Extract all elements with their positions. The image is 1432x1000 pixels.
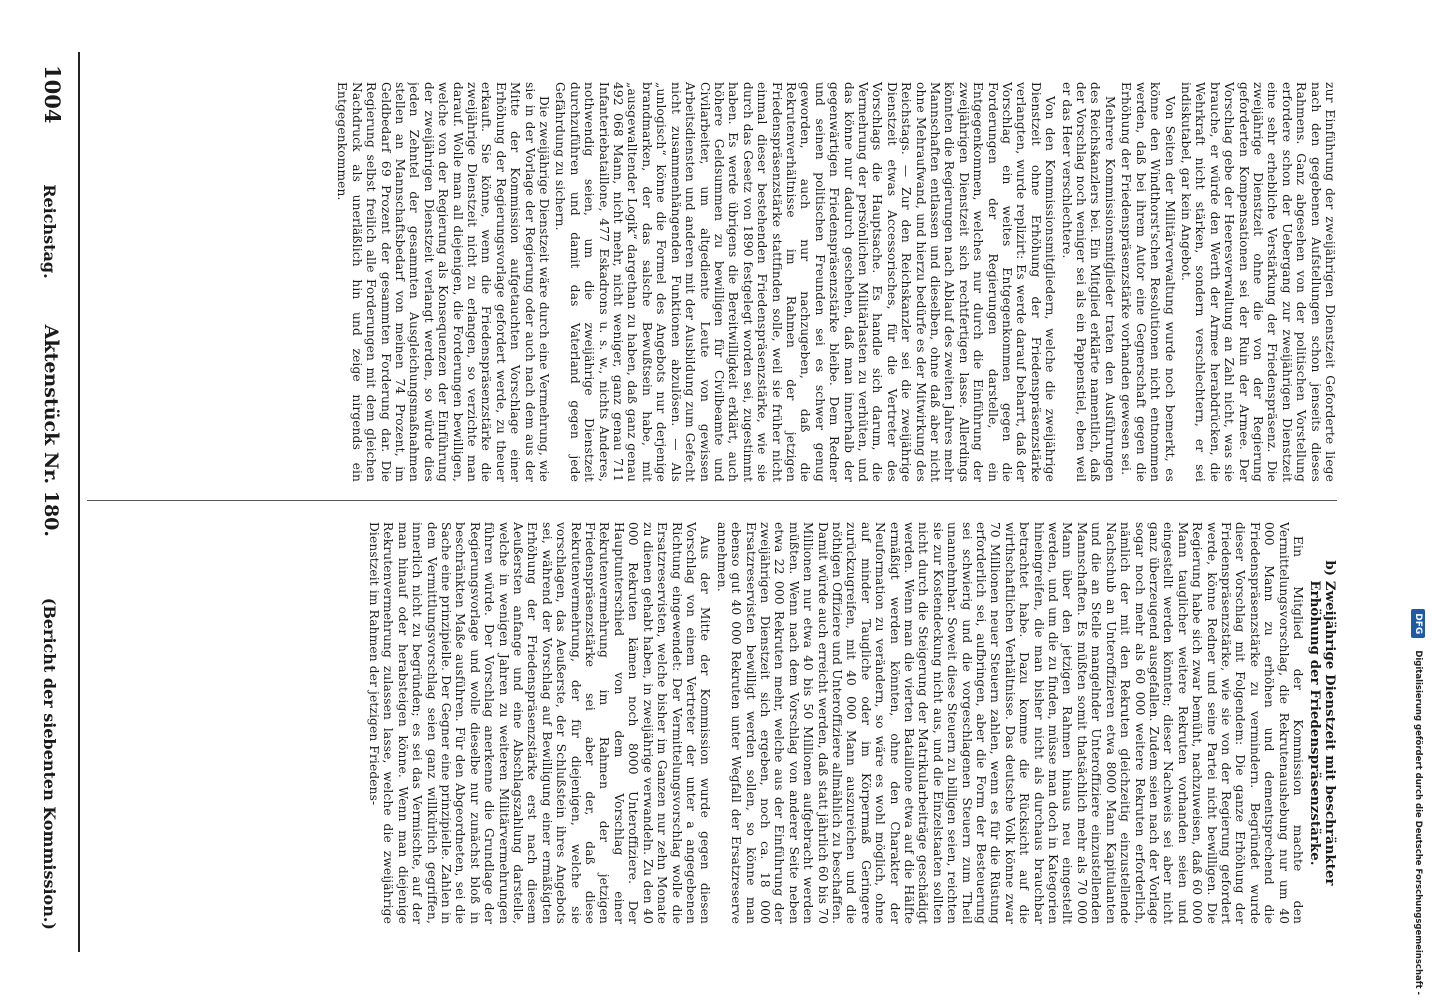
header-rule bbox=[78, 52, 80, 952]
parliament-label: Reichstag. bbox=[40, 184, 59, 279]
digitization-credit bbox=[1408, 5, 1428, 995]
credit-text: Digitalisierung gefördert durch die Deutsche Forschungsgemeinschaft - bbox=[1413, 650, 1423, 995]
paragraph: Von den Kommissionsmitgliedern, welche die zweijährige Dienstzeit ohne Erhöhung der Friedenspräsenzstärke verlangten, wurde replizirt: Es werde darauf beharrt, daß der Vorschlag ein weites Entgegenkommen gegen die Forderungen der Regierungen darstelle, ein Entgegenkommen, welches nur durch die Einführung der zweijährigen Dienstzeit sich rechtfertigen lasse. Allerdings könnten die Regierungen nach Ablauf des zweiten Jahres mehr Mannschaften entlassen und dieselben, ohne daß aber nicht ohne Mehraufwand, und hierzu bedürfe es der Mitwirkung des Reichstags. — Zur den Reichskanzler sei die zweijährige Dienstzeit etwas Accessorisches, für die Vertreter des Vorschlags die Hauptsache. Es handle sich darum, die Vermehrung der persönlichen Militärlasten zu verhüten, und das könne nur dadurch geschehen, daß man innerhalb der gegenwärtigen Friedenspräsenzstärke bleibe. Dem Redner und seinen politischen Freunden sei es schwer genug geworden, auch nur nachzugeben, daß die Rekrutenverhältnisse im Rahmen der jetzigen Friedenspräsenzstärke stattfinden solle, weil sie früher nicht einmal dieser bestehenden Friedenspräsenzstärke, wie sie durch das Gesetz von 1890 festgelegt worden sei, zugestimmt haben. Es werde übrigens die Bereitwilligkeit erklärt, auch höhere Geldsummen zu bewilligen für Civilbeamte und Civilarbeiter, um altgediente Leute von gewissen Arbeitsdiensten und anderen mit der Ausbildung zum Gefecht nicht zusammenhängenden Funktionen abzulösen. — Als „unlogisch“ könne die Formel des Angebots nur derjenige brandmarken, der das salsche Bewußtsein habe, mit „ausgewalltender Logik“ dargethan zu haben, daß ganz genau 492 068 Mann, nicht mehr, nicht weniger, ganz genau 711 Infanteriebataillone, 477 Eskadrons u. s. w., nichts Anderes, nothwendig seien, um die zweijährige Dienstzeit durchzuführen und damit das Vaterland gegen jede Gefährdung zu sichern. bbox=[553, 82, 1058, 482]
dfg-logo: DFG bbox=[1411, 609, 1425, 638]
page-number: 1004 bbox=[40, 65, 65, 124]
paragraph: Aus der Mitte der Kommission wurde gegen diesen Vorschlag von einem Vertreter der unter a angegebenen Richtung eingewendet: Der Vermittelungsvorschlag wolle die Ersatzreservisten, welche bisher im Ganzen nur zehn Monate zu dienen gehabt haben, in zweijährige verwandeln. Zu den 40 000 Rekruten kämen noch 8000 Unteroffiziere. Der Hauptunterschied von dem Vorschlag einer Rekrutenvermehrung im Rahmen der jetzigen Friedenspräsenzstärke sei aber der, daß diese Rekrutenvermehrung, der für diejenigen, welche sie vorschlagen, das Aeußerste, der Schlußstein ihres Angebots sei, während der Vorschlag auf Bewilligung einer ermäßigten Erhöhung der Friedenspräsenzstärke erst nach diesem Aeußersten anfange und eine Abschlagszahlung darstelle, welche in wenigen Jahren zu weiteren Militärvermehrungen führen würde. Der Vorschlag anerkenne die Grundlage der Regierungsvorlage und wolle dieselbe nur zunächst bloß in beschränkten Maße ausführen. Für den Abgeordneten, sei die Sache eine prinzipielle. Der Gegner eine prinzipielle. Zahlen in dem Vermittlungsvorschlag seien ganz willkürlich gegriffen, innerlich nicht zu begründen; es sei das Vermischte, auf der man hinauf oder herabsteigen könne. Wenn man diejenige Rekrutenvermehrung zulassen lasse, welche die zweijährige Dienstzeit im Rahmen der jetzigen Friedens- bbox=[367, 522, 713, 924]
column-divider bbox=[87, 500, 1337, 501]
report-label: (Bericht der siebenten Kommission.) bbox=[40, 597, 59, 930]
paragraph: Von Seiten der Militärverwaltung wurde noch bemerkt, es könne den Windthorst'schen Resolutionen nicht entnommen werden, daß bei ihrem Autor eine Gegnerschaft gegen die Erhöhung der Friedenspräsenzstärke vorhanden gewesen sei. bbox=[1119, 82, 1177, 482]
header-center bbox=[40, 184, 62, 537]
section-heading: b) Zweijährige Dienstzeit mit beschränkter Erhöhung der Friedenspräsenzstärke. bbox=[1307, 560, 1337, 886]
paragraph: Ein Mitglied der Kommission machte den Vermittelungsvorschlag, die Rekrutenaushebung nur um 40 000 Mann zu erhöhen und dementsprechend die Friedenspräsenzstärke zu vermindern. Begründet wurde dieser Vorschlag mit Folgendem: Die ganze Erhöhung der Friedenspräsenzstärke, wie sie von der Regierung gefordert werde, könne Redner und seine Partei nicht bewilligen. Die Regierung habe sich zwar bemüht, nachzuweisen, daß 60 000 Mann tauglicher weitere Rekruten vorhanden seien und eingestellt werden könnten; dieser Nachweis sei aber nicht ganz überzeugend ausgefallen. Zudem seien nach der Vorlage sogar noch mehr als 60 000 weitere Rekruten erforderlich, nämlich der mit den Rekruten gleichzeitig einzustellende Nachschub an Unteroffizieren etwa 8000 Mann Kapitulanten und die an Stelle mangelnder Unteroffiziere einzustellenden Mannschaften. Es müßten somit thatsächlich mehr als 70 000 Mann über den jetzigen Rahmen hinaus neu eingestellt werden, und um die zu finden, müsse man doch in Kategorien hineingreifen, die man bisher nicht als durchaus brauchbar betrachtet habe. Dazu komme die Rücksicht auf die wirthschaftlichen Verhältnisse. Das deutsche Volk könne zwar 70 Millionen neuer Steuern zahlen, wenn es für die Rüstung erforderlich sei, aufbringen, aber die Form der Besteuerung sei schwierig und die vorgeschlagenen Steuern zum Theil unannehmbar. Soweit diese Steuern zu billigen seien, reichten sie zur Kostendeckung nicht aus, und die Einzelstaaten sollten nicht durch die Steigerung der Matrikularbeiträge geschädigt werden. Wenn man die vierten Bataillone etwa auf die Hälfte ermäßigt werden könnten, ohne den Charakter der Neuformation zu verändern, so wäre es wohl möglich, ohne auf minder Taugliche oder im Körpermaß Geringere zurückzugreifen, mit 40 000 Mann auszureichen und die nöthigen Offiziere und Unteroffiziere allmählich zu beschaffen. Damit würde auch erreicht werden, daß statt jährlich 60 bis 70 Millionen nur etwa 40 bis 50 Millionen aufgebracht werden müßten. Wenn nach dem Vorschlag von anderer Seite neben etwa 22 000 Rekruten mehr, welche aus der Einführung der zweijährigen Dienstzeit sich ergeben, noch ca. 18 000 Ersatzreservisten bewilligt werden sollen, so könne man ebenso gut 40 000 Rekruten unter Wegfall der Ersatzreserve annehmen. bbox=[714, 522, 1305, 924]
left-column bbox=[87, 82, 1337, 482]
paragraph: zur Einführung der zweijährigen Dienstzeit Geforderte liege nach den gegebenen Aufstellungen schon jenseits dieses Rahmens. Ganz abgesehen von der politischen Vorstellung erfordere schon der Uebergang zur zweijährigen Dienstzeit eine sehr erhebliche Verstärkung der Friedenspräsenz. Die zweijährige Dienstzeit ohne die von der Regierung geforderten Kompensationen sei der Ruin der Armee. Der Vorschlag gebe der Heeresverwaltung an Zahl nicht, was sie brauche, er würde den Werth der Armee herabdrücken, die Wehrkraft nicht stärken, sondern verschlechtern, er sei indiskutabel, gar kein Angebot. bbox=[1178, 82, 1337, 482]
paragraph: Mehrere Kommissionsmitglieder traten den Ausführungen des Reichskanzlers bei. Ein Mitglied erklärte namentlich, daß der Vorschlag noch weniger sei als ein Pappenstiel, eben weil er das Heer verschlechtere. bbox=[1059, 82, 1117, 482]
right-column bbox=[87, 522, 1337, 924]
document-number: Aktenstück Nr. 180. bbox=[40, 324, 62, 538]
page-header bbox=[40, 10, 74, 990]
paragraph: Die zweijährige Dienstzeit wäre durch eine Vermehrung, wie sie in der Vorlage der Regierung oder auch nach dem aus der Mitte der Kommission aufgetauchten Vorschlage einer Erhöhung der Regierungsvorlage gefordert werde, zu theuer erkauft. Sie könne, wenn die Friedenspräsenzstärke die zweijährige Dienstzeit nicht zu erlangen, so verzichte man darauf. Wolle man all diejenigen, die Forderungen bewilligen, welche von der Regierung als Konsequenzen der Einführung der zweijährigen Dienstzeit verlangt werden, so würde dies jeden Zehntel der gesammten Ausgleichungsmaßnahmen stellen an Mannschaftsbedarf von meinen 74 Prozent, im Geldbedarf 69 Prozent der gesammten Forderung dar. Die Regierung selbst freilich alle Forderungen mit dem gleichen Nachdruck als unerläßlich hin und zeige nirgends ein Entgegenkommen. bbox=[335, 82, 552, 482]
